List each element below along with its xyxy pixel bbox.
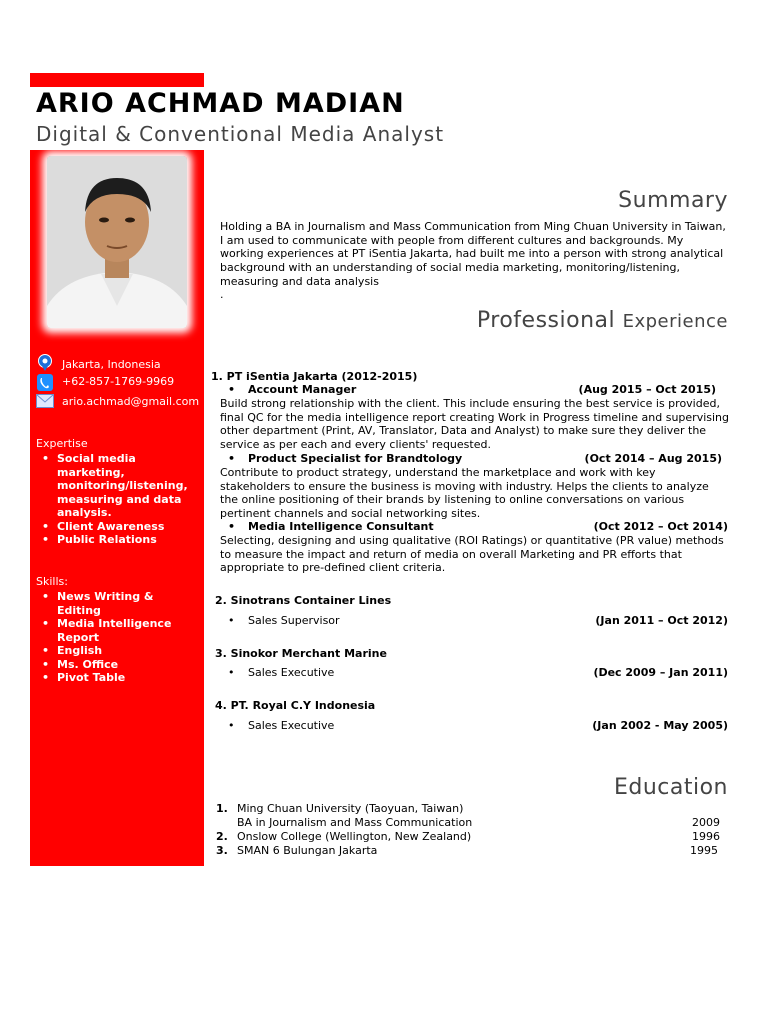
role-title: Sales Executive [248, 666, 335, 679]
skills-list [36, 590, 201, 685]
edu-year: 1996 [692, 830, 720, 843]
role-period: (Jan 2011 – Oct 2012) [595, 614, 728, 627]
list-item: • Pivot Table [36, 671, 201, 685]
job-role [220, 520, 728, 533]
role-period: (Aug 2015 – Oct 2015) [578, 383, 716, 396]
contact-phone [36, 374, 174, 389]
role-description: Selecting, designing and using qualitative (ROI Ratings) or quantitative (PR value) methods to measure the impact and return of media on overall Marketing and PR efforts that appropriate to pre-defined client criteria. [220, 534, 724, 575]
role-period: (Jan 2002 - May 2005) [592, 719, 728, 732]
candidate-role: Digital & Conventional Media Analyst [36, 122, 445, 146]
expertise-list [36, 452, 201, 547]
email-link[interactable]: ario.achmad@gmail.com [62, 395, 200, 408]
edu-year: 1995 [690, 844, 718, 857]
edu-school: SMAN 6 Bulungan Jakarta [237, 844, 378, 857]
role-description: Contribute to product strategy, understand the marketplace and work with key stakeholders to ensure the business is moving with industry. Helps the clients to analyze the online positioning of their brands by listening to online conversations on various pertinent channels and social networking sites. [220, 466, 709, 521]
expertise-heading: Expertise [36, 437, 88, 450]
summary-heading: Summary [618, 188, 728, 213]
role-period: (Oct 2014 – Aug 2015) [584, 452, 722, 465]
job-role [220, 666, 728, 679]
job-role [220, 383, 728, 396]
list-item: • Ms. Office [36, 658, 201, 672]
edu-number: 2. [216, 830, 228, 843]
role-title: Account Manager [248, 383, 357, 396]
edu-year: 2009 [692, 816, 720, 829]
skills-heading: Skills: [36, 575, 68, 588]
envelope-icon [36, 394, 54, 409]
edu-number: 1. [216, 802, 228, 815]
role-period: (Dec 2009 – Jan 2011) [593, 666, 728, 679]
education-item [216, 830, 720, 843]
job-role [220, 614, 728, 627]
header-accent-bar [30, 73, 204, 87]
phone-icon [36, 374, 54, 389]
role-title: Sales Supervisor [248, 614, 340, 627]
edu-number: 3. [216, 844, 228, 857]
list-item: • Media Intelligence Report [36, 617, 201, 644]
role-period: (Oct 2012 – Oct 2014) [593, 520, 728, 533]
summary-text: Holding a BA in Journalism and Mass Communication from Ming Chuan University in Taiwan, I am used to communicate with people from different cultures and backgrounds. My working experiences at PT iSentia Jakarta, had built me into a person with strong analytical background with an understanding of social media marketing, monitoring/listening, measuring and data analysis [220, 220, 726, 288]
experience-heading-a: Professional [476, 308, 616, 333]
list-item: • Client Awareness [36, 520, 201, 534]
list-item: • News Writing & Editing [36, 590, 201, 617]
role-title: Media Intelligence Consultant [248, 520, 434, 533]
location-text: Jakarta, Indonesia [62, 358, 161, 371]
profile-photo [47, 156, 187, 328]
job-company: 1. PT iSentia Jakarta (2012-2015) [211, 370, 418, 383]
experience-heading [477, 308, 728, 333]
experience-heading-b: Experience [622, 311, 728, 332]
job-company: 3. Sinokor Merchant Marine [215, 647, 387, 660]
candidate-name: ARIO ACHMAD MADIAN [36, 88, 405, 119]
role-description: Build strong relationship with the client. This include ensuring the best service is provided, final QC for the media intelligence report creating Work in Progress timeline and supervising other department (Print, AV, Translator, Data and Analyst) to make sure they deliver the service as per each and every clients' requested. [220, 397, 730, 452]
list-item: • English [36, 644, 201, 658]
education-item [216, 802, 720, 815]
job-role [220, 719, 728, 732]
edu-degree: BA in Journalism and Mass Communication [237, 816, 473, 829]
list-item: • Public Relations [36, 533, 201, 547]
summary-dot: . [220, 288, 224, 301]
contact-email [36, 394, 199, 409]
profile-portrait-icon [47, 156, 187, 328]
job-company: 4. PT. Royal C.Y Indonesia [215, 699, 376, 712]
list-item: • Social media marketing, monitoring/listening, measuring and data analysis. [36, 452, 201, 520]
edu-school: Ming Chuan University (Taoyuan, Taiwan) [237, 802, 464, 815]
contact-location [36, 352, 161, 371]
phone-text[interactable]: +62-857-1769-9969 [62, 375, 175, 388]
job-company: 2. Sinotrans Container Lines [215, 594, 392, 607]
education-item [216, 844, 718, 857]
role-title: Sales Executive [248, 719, 335, 732]
education-heading: Education [613, 775, 728, 800]
role-title: Product Specialist for Brandtology [248, 452, 463, 465]
edu-school: Onslow College (Wellington, New Zealand) [237, 830, 472, 843]
map-pin-icon [36, 354, 54, 369]
job-role [220, 452, 728, 465]
